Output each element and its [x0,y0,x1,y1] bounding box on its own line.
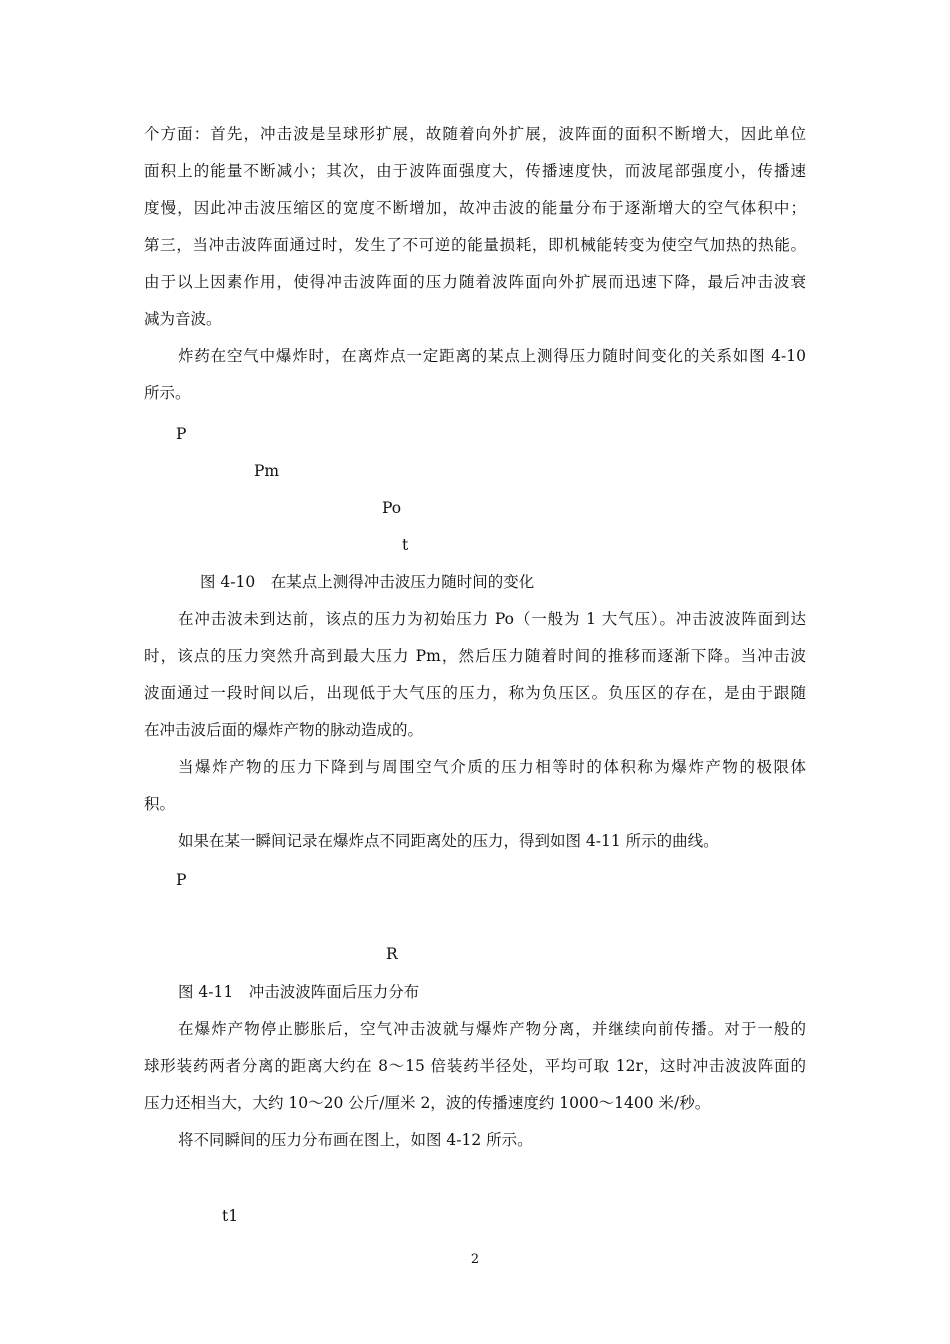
paragraph-line: 球形装药两者分离的距离大约在 8～15 倍装药半径处，平均可取 12r，这时冲击波波阵面的 [144,1057,806,1075]
paragraph-line: 个方面：首先，冲击波是呈球形扩展，故随着向外扩展，波阵面的面积不断增大，因此单位 [144,125,806,143]
figure-caption: 图 4-10 在某点上测得冲击波压力随时间的变化 [200,573,535,591]
figure-axis-label-r: R [386,945,398,963]
paragraph-line: 在冲击波未到达前，该点的压力为初始压力 Po（一般为 1 大气压）。冲击波波阵面到达 [178,610,806,628]
paragraph-line: 当爆炸产物的压力下降到与周围空气介质的压力相等时的体积称为爆炸产物的极限体 [178,758,806,776]
paragraph-line: 积。 [144,795,176,813]
paragraph-line: 炸药在空气中爆炸时，在离炸点一定距离的某点上测得压力随时间变化的关系如图 4-10 [178,347,806,365]
figure-axis-label-p: P [176,425,187,443]
paragraph-line: 在冲击波后面的爆炸产物的脉动造成的。 [144,721,424,739]
paragraph-line: 第三，当冲击波阵面通过时，发生了不可逆的能量损耗，即机械能转变为使空气加热的热能。 [144,236,806,254]
paragraph-line: 压力还相当大，大约 10～20 公斤/厘米 2，波的传播速度约 1000～1400 米/秒。 [144,1094,711,1112]
paragraph-line: 在爆炸产物停止膨胀后，空气冲击波就与爆炸产物分离，并继续向前传播。对于一般的 [178,1020,806,1038]
figure-label-po: Po [382,499,402,517]
paragraph-line: 如果在某一瞬间记录在爆炸点不同距离处的压力，得到如图 4-11 所示的曲线。 [178,832,719,850]
figure-axis-label-p: P [176,871,187,889]
paragraph-line: 时，该点的压力突然升高到最大压力 Pm，然后压力随着时间的推移而逐渐下降。当冲击波 [144,647,806,665]
figure-label-pm: Pm [254,462,280,480]
paragraph-line: 减为音波。 [144,310,222,328]
paragraph-line: 波面通过一段时间以后，出现低于大气压的压力，称为负压区。负压区的存在，是由于跟随 [144,684,806,702]
figure-axis-label-t: t [402,536,409,554]
paragraph-line: 面积上的能量不断减小；其次，由于波阵面强度大，传播速度快，而波尾部强度小，传播速 [144,162,806,180]
paragraph-line: 由于以上因素作用，使得冲击波阵面的压力随着波阵面向外扩展而迅速下降，最后冲击波衰 [144,273,806,291]
paragraph-line: 将不同瞬间的压力分布画在图上，如图 4-12 所示。 [178,1131,533,1149]
figure-label-t1: t1 [222,1207,239,1225]
paragraph-line: 度慢，因此冲击波压缩区的宽度不断增加，故冲击波的能量分布于逐渐增大的空气体积中； [144,199,806,217]
page-number: 2 [470,1252,480,1267]
figure-caption: 图 4-11 冲击波波阵面后压力分布 [178,983,420,1001]
paragraph-line: 所示。 [144,384,191,402]
